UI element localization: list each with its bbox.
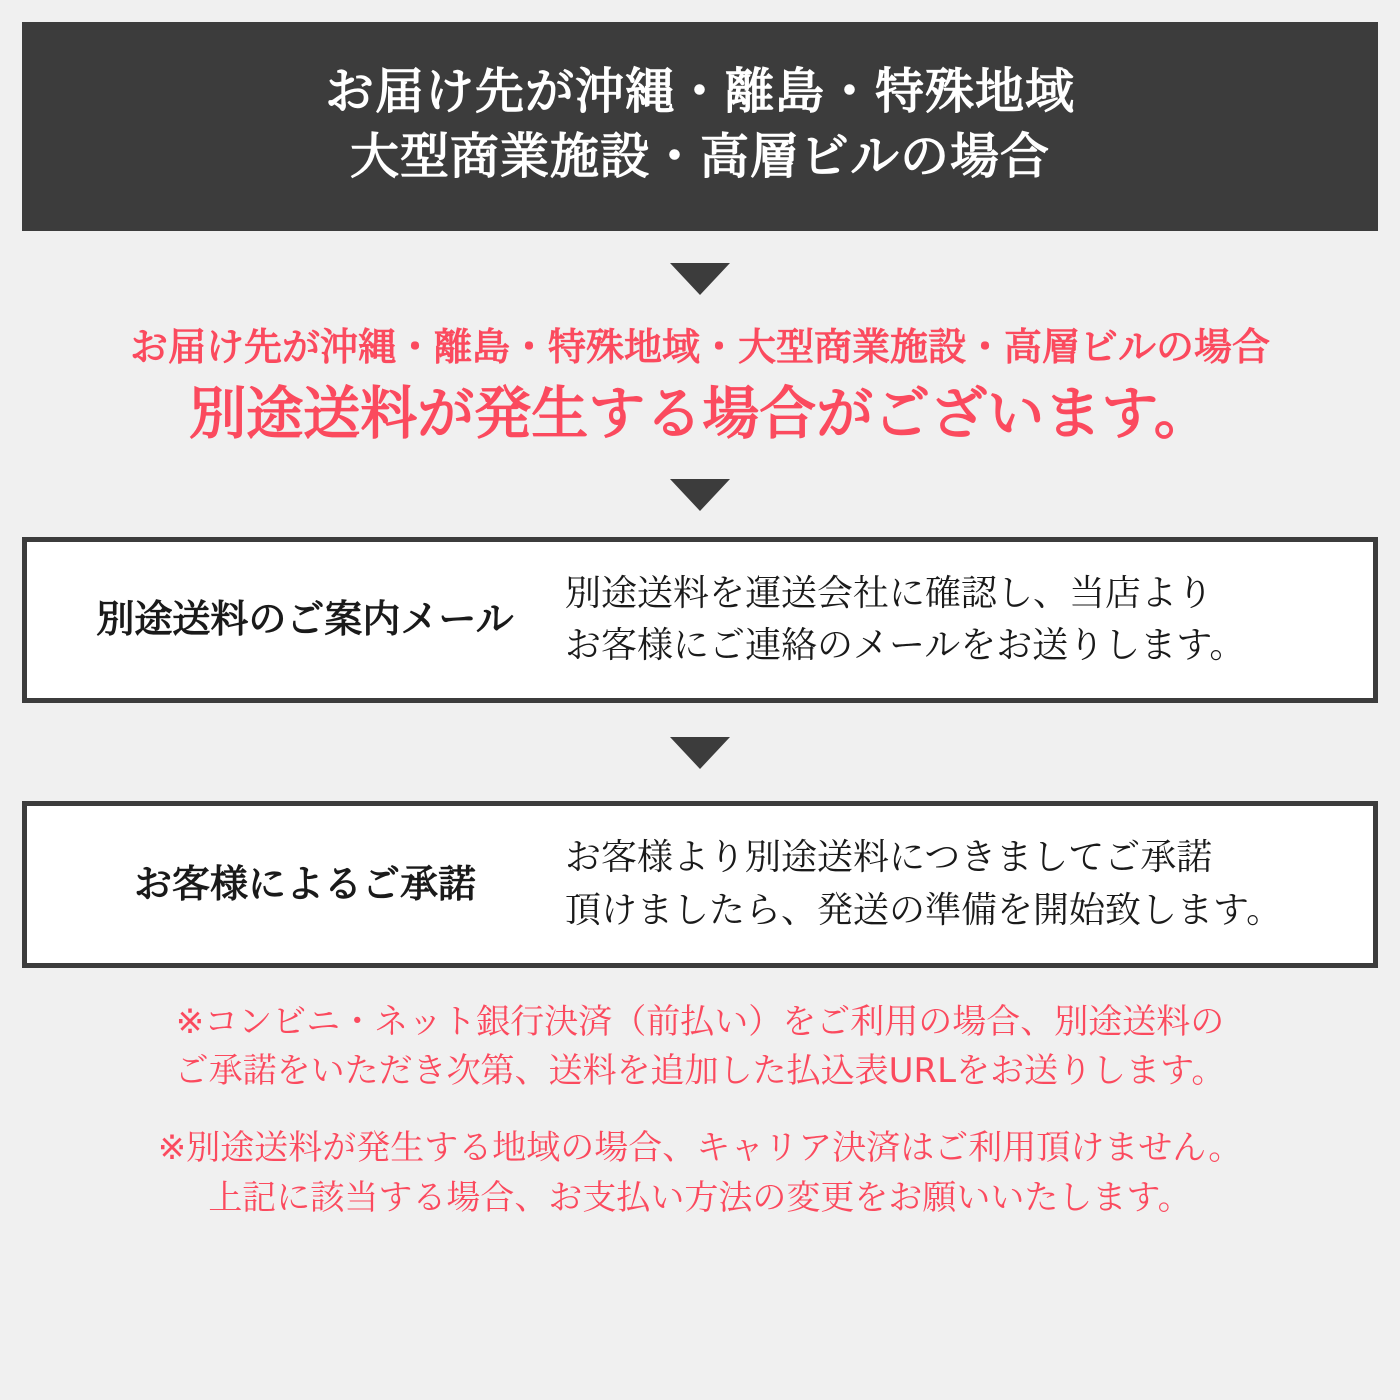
step-box-approval	[22, 801, 1378, 967]
step-description-line2: 頂けましたら、発送の準備を開始致します。	[565, 889, 1283, 931]
header-title-line2: 大型商業施設・高層ビルの場合	[349, 127, 1050, 185]
step-description-line2: お客様にご連絡のメールをお送りします。	[565, 625, 1246, 667]
emphasis-block	[22, 325, 1378, 451]
emphasis-title: 別途送料が発生する場合がございます。	[189, 380, 1211, 447]
header-banner	[22, 22, 1378, 231]
flow-arrow-3-wrap	[22, 737, 1378, 769]
notes-section	[22, 998, 1378, 1223]
note-item	[22, 1124, 1378, 1223]
step-description	[565, 568, 1355, 672]
step-label: 別途送料のご案内メール	[96, 597, 514, 642]
flow-arrow-1-wrap	[22, 263, 1378, 295]
note-line2: 上記に該当する場合、お支払い方法の変更をお願いいたします。	[208, 1177, 1192, 1218]
step-description-line1: 別途送料を運送会社に確認し、当店より	[565, 573, 1214, 615]
note-line1: ※別途送料が発生する地域の場合、キャリア決済はご利用頂けません。	[157, 1128, 1243, 1169]
step-label: お客様によるご承諾	[133, 861, 476, 906]
down-arrow-icon	[670, 737, 730, 769]
step-description	[565, 832, 1355, 936]
emphasis-subtitle: お届け先が沖縄・離島・特殊地域・大型商業施設・高層ビルの場合	[129, 325, 1270, 370]
step-box-email	[22, 537, 1378, 703]
down-arrow-icon	[670, 479, 730, 511]
flow-arrow-2-wrap	[22, 479, 1378, 511]
note-line2: ご承諾をいただき次第、送料を追加した払込表URLをお送りします。	[174, 1051, 1226, 1092]
down-arrow-icon	[670, 263, 730, 295]
note-item	[22, 998, 1378, 1097]
note-line1: ※コンビニ・ネット銀行決済（前払い）をご利用の場合、別途送料の	[175, 1001, 1225, 1042]
header-title-line1: お届け先が沖縄・離島・特殊地域	[324, 63, 1075, 120]
step-description-line1: お客様より別途送料につきましてご承諾	[565, 837, 1213, 879]
